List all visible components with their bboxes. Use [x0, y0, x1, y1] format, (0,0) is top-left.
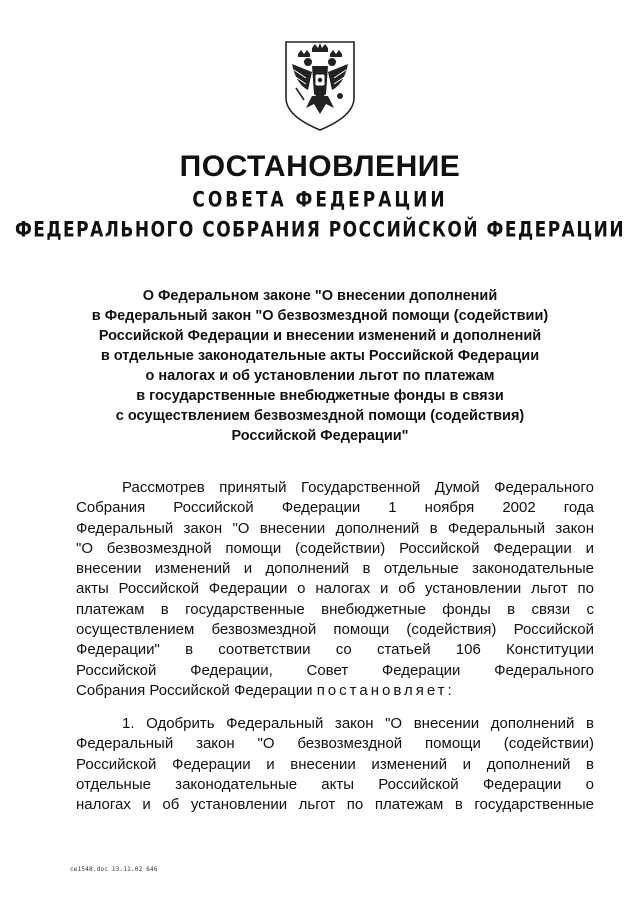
document-title: ПОСТАНОВЛЕНИЕ — [179, 150, 461, 183]
issuer-line-2: ФЕДЕРАЛЬНОГО СОБРАНИЯ РОССИЙСКОЙ ФЕДЕРАЦИИ — [14, 217, 626, 243]
paragraph-line-text: Собрания Российской Федерации — [76, 681, 317, 699]
resolution-subject — [40, 286, 600, 446]
paragraph-line — [76, 681, 594, 701]
subject-line: в Федеральный закон "О безвозмездной помощи (содействии) — [91, 308, 549, 324]
paragraph-line: Федеральный закон "О внесении дополнений в Федеральный закон — [76, 519, 594, 537]
paragraph-line: акты Российской Федерации о налогах и об установлении льгот по — [76, 580, 594, 598]
paragraph-line: Российской Федерации, Совет Федерации Федерального — [76, 661, 594, 679]
paragraph-line: Рассмотрев принятый Государственной Думой Федерального — [122, 479, 594, 496]
paragraph-line: внесении изменений и дополнений в отдельные законодательные — [76, 560, 594, 578]
subject-line: Российской Федерации" — [231, 428, 409, 444]
paragraph-line: платежам в государственные внебюджетные фонды в связи с — [76, 600, 594, 618]
subject-line: О Федеральном законе "О внесении дополнений — [142, 288, 498, 304]
preamble-paragraph — [76, 478, 594, 701]
paragraph-line: осуществлением безвозмездной помощи (содействия) Российской — [76, 621, 594, 639]
subject-line: в государственные внебюджетные фонды в связи — [136, 388, 504, 404]
paragraph-line: налогах и об установлении льгот по платежам в государственные — [76, 796, 594, 814]
paragraph-line: Собрания Российской Федерации 1 ноября 2002 года — [76, 499, 594, 517]
file-reference-footer: се1548.doc 13.11.02 646 — [70, 866, 158, 873]
subject-line: Российской Федерации и внесении изменений и дополнений — [98, 328, 542, 344]
paragraph-line: Федеральный закон "О безвозмездной помощи (содействии) — [76, 735, 594, 753]
subject-line: о налогах и об установлении льгот по платежам — [145, 368, 495, 384]
paragraph-line: отдельные законодательные акты Российской Федерации о — [76, 775, 594, 793]
issuer-line-1: СОВЕТА ФЕДЕРАЦИИ — [192, 187, 448, 213]
paragraph-line: Российской Федерации и внесении изменений и дополнений в — [76, 755, 594, 773]
paragraph-line: Федерации" в соответствии со статьей 106 Конституции — [76, 641, 594, 659]
paragraph-line: "О безвозмездной помощи (содействии) Российской Федерации и — [76, 539, 594, 557]
paragraph-line: 1. Одобрить Федеральный закон "О внесении дополнений в — [122, 715, 594, 732]
subject-line: в отдельные законодательные акты Российской Федерации — [100, 348, 540, 364]
subject-line: с осуществлением безвозмездной помощи (содействия) — [115, 408, 525, 424]
resolves-keyword: постановляет: — [316, 681, 455, 699]
russian-coat-of-arms-icon — [282, 38, 358, 132]
clause-1-paragraph — [76, 714, 594, 815]
